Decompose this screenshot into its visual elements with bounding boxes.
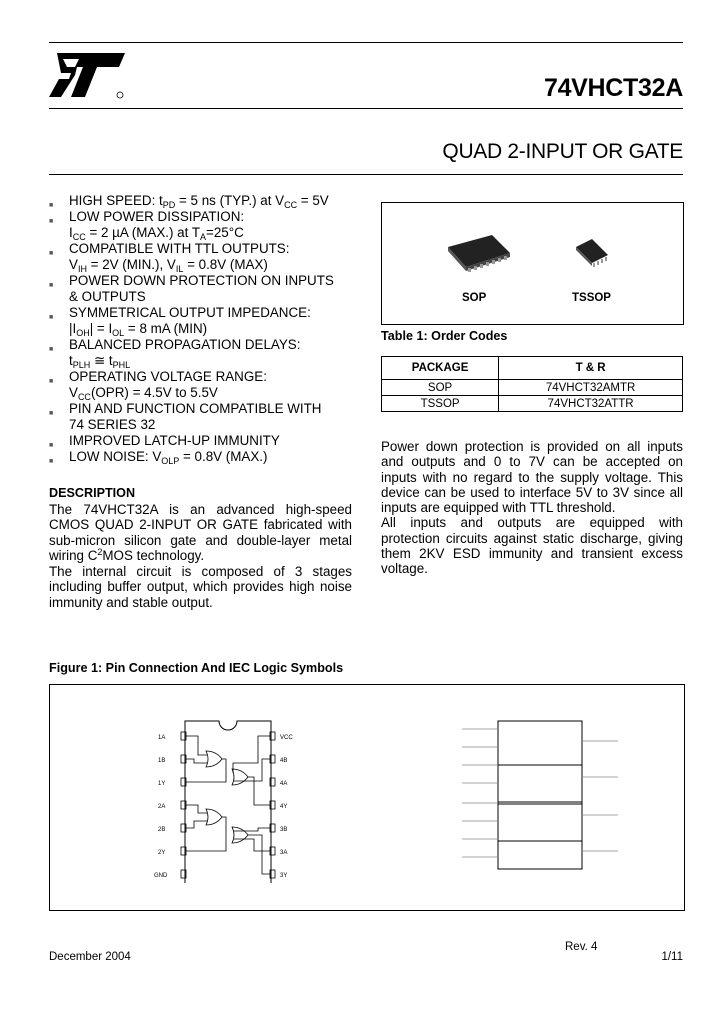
pin-label: 4A xyxy=(280,781,288,787)
pin-label: 3A xyxy=(280,850,288,856)
pin-label: 3Y xyxy=(280,873,288,879)
description-section xyxy=(49,486,352,610)
text-line: inputs are equipped with TTL threshold. xyxy=(381,500,616,516)
feature-item: ■ LOW POWER DISSIPATION: $I_{CC} = 2$ µA (MAX.) at $T_A=25^\circ C$ xyxy=(49,209,245,242)
pin-label: 2A xyxy=(158,804,166,810)
table-cell: SOP xyxy=(382,380,499,396)
pin-connection-diagram xyxy=(150,713,310,883)
text-line: The internal circuit is composed of 3 stages xyxy=(49,563,352,579)
protection-paragraph xyxy=(381,439,683,577)
feature-item: ■ COMPATIBLE WITH TTL OUTPUTS: $V_{IH} = 2V$ (MIN.), $V_{IL} = 0.8V$ (MAX) xyxy=(49,241,290,274)
table-header: T & R xyxy=(499,357,683,380)
pin-label: 2Y xyxy=(158,850,166,856)
text-line: All inputs and outputs are equipped with xyxy=(381,515,683,531)
pin-label: 3B xyxy=(280,827,288,833)
order-codes-title: Table 1: Order Codes xyxy=(381,329,508,343)
sop-label: SOP xyxy=(462,292,487,304)
text-line: Power down protection is provided on all inputs xyxy=(381,439,683,454)
package-images-box xyxy=(381,202,684,325)
table-row xyxy=(382,380,683,396)
text-line: voltage. xyxy=(381,561,428,577)
feature-item: ■ OPERATING VOLTAGE RANGE: $V_{CC}(OPR) = 4.5V$ to 5.5V xyxy=(49,369,267,402)
text-line: sub-micron silicon gate and double-layer metal xyxy=(49,532,352,548)
table-cell: 74VHCT32ATTR xyxy=(499,396,683,412)
table-row xyxy=(382,396,683,412)
pin-label: 4B xyxy=(280,758,288,764)
pin-label: 1Y xyxy=(158,781,166,787)
tssop-package-image xyxy=(572,235,612,269)
pin-label: 2B xyxy=(158,827,166,833)
iec-logic-symbol xyxy=(440,715,640,885)
feature-item: ■ BALANCED PROPAGATION DELAYS: $t_{PLH}$ ≅ $t_{PHL}$ xyxy=(49,337,301,370)
text-line: them 2KV ESD immunity and transient excess xyxy=(381,546,683,562)
feature-item: ■ PIN AND FUNCTION COMPATIBLE WITH 74 SERIES 32 xyxy=(49,401,322,432)
text-line: wiring $C^2MOS$ technology. xyxy=(49,547,205,563)
text-line: The 74VHCT32A is an advanced high-speed xyxy=(49,501,352,517)
feature-item: ■ POWER DOWN PROTECTION ON INPUTS & OUTPUTS xyxy=(49,273,334,304)
text-line: and outputs and 0 to 7V can be accepted on xyxy=(381,454,683,470)
table-cell: TSSOP xyxy=(382,396,499,412)
date: December 2004 xyxy=(49,951,131,963)
revision: Rev. 4 xyxy=(565,941,598,953)
document-subtitle: QUAD 2-INPUT OR GATE xyxy=(442,140,683,163)
subtitle-rule xyxy=(49,174,683,175)
figure-title: Figure 1: Pin Connection And IEC Logic Symbols xyxy=(49,661,344,675)
pin-label: GND xyxy=(154,873,168,879)
text-line: inputs with no regard to the supply voltage. This xyxy=(381,469,683,485)
text-line: device can be used to interface 5V to 3V since all xyxy=(381,484,683,500)
feature-item: ■ HIGH SPEED: $t_{PD} = 5$ ns (TYP.) at $V_{CC} = 5V$ xyxy=(49,193,329,210)
page-number: 1/11 xyxy=(661,951,683,963)
pin-label: 1B xyxy=(158,758,166,764)
feature-item: ■ IMPROVED LATCH-UP IMMUNITY xyxy=(49,433,280,449)
text-line: protection circuits against static discharge, giving xyxy=(381,530,683,546)
pin-label: VCC xyxy=(280,735,293,741)
st-logo xyxy=(49,51,129,104)
text-line: CMOS QUAD 2-INPUT OR GATE fabricated with xyxy=(49,517,352,532)
feature-item: ■ SYMMETRICAL OUTPUT IMPEDANCE: $|I_{OH}| = I_{OL} = 8$ mA (MIN) xyxy=(49,305,311,338)
document-title: 74VHCT32A xyxy=(543,74,683,102)
table-header: PACKAGE xyxy=(382,357,499,380)
table-cell: 74VHCT32AMTR xyxy=(499,380,683,396)
title-rule xyxy=(49,108,683,109)
text-line: including buffer output, which provides high noise xyxy=(49,579,352,594)
footer-spacer xyxy=(180,948,480,949)
description-heading: DESCRIPTION xyxy=(49,486,136,500)
feature-list xyxy=(49,193,359,465)
feature-item: ■ LOW NOISE: $V_{OLP} = 0.8V$ (MAX.) xyxy=(49,449,268,466)
top-rule xyxy=(49,42,683,43)
text-line: immunity and stable output. xyxy=(49,594,213,610)
order-codes-table xyxy=(381,356,683,412)
pin-label: 4Y xyxy=(280,804,288,810)
pin-label: 1A xyxy=(158,735,166,741)
tssop-label: TSSOP xyxy=(572,292,611,304)
sop-package-image xyxy=(444,231,514,273)
figure-box xyxy=(49,684,685,911)
